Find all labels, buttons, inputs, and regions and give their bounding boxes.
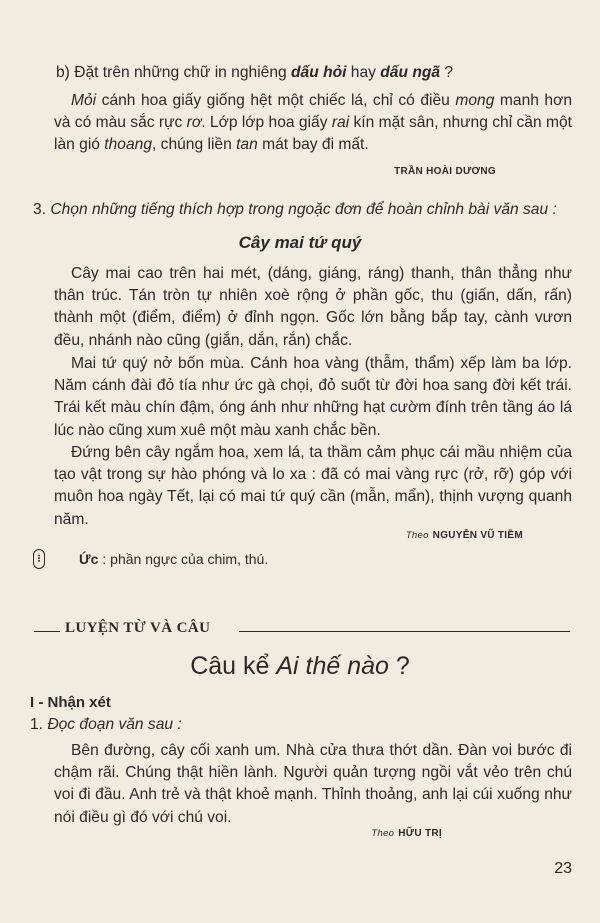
part-b-author: TRẦN HOÀI DƯƠNG <box>394 166 496 177</box>
italic-word: Mỏi <box>71 92 97 109</box>
part-b-prompt: b) Đặt trên những chữ in nghiêng dấu hỏi hay dấu ngã ? <box>56 64 454 81</box>
text-segment: mát bay đi mất. <box>257 136 369 154</box>
text-segment: manh hơn và có màu sắc rực <box>54 92 573 132</box>
part-1-item: 1. Đọc đoạn văn sau : <box>30 716 182 733</box>
passage-title: Cây mai tứ quý <box>238 233 362 252</box>
lesson-title: Câu kể Ai thế nào ? <box>190 652 410 680</box>
part-1-paragraph: Bên đường, cây cối xanh um. Nhà cửa thưa thớt dần. Đàn voi bước đi chậm rãi. Chúng thật hiền lành. Người quản tượng ngồi vắt vẻo trên chú voi đi đầu. Anh trẻ và thật khoẻ mạnh. Thỉnh thoảng, anh lại cúi xuống như nói điều gì đó với chú voi. <box>54 742 572 826</box>
italic-word: mong <box>455 92 495 109</box>
section-rule-left <box>34 631 60 632</box>
info-icon: ⁝ <box>33 549 45 569</box>
italic-word: tan <box>236 136 258 154</box>
passage-paragraph-3: Đứng bên cây ngắm hoa, xem lá, ta thầm cảm phục cái mầu nhiệm của tạo vật trong sự hào phóng và lo xa : đã có mai vàng rực (rở, rỡ) góp với muôn hoa ngày Tết, lại có mai tứ quý cần (mẫn, mẩn), thịnh vượng quanh năm. <box>54 444 572 528</box>
part-1-credit: Theo HỮU TRỊ <box>371 828 442 839</box>
part-1-heading: I - Nhận xét <box>30 694 111 711</box>
italic-word: thoang <box>104 136 152 154</box>
italic-word: rơ <box>186 114 202 132</box>
text-segment: cánh hoa giấy giống hệt một chiếc lá, chỉ có điều <box>96 92 456 109</box>
text-segment: . Lớp lớp hoa giấy <box>201 114 332 132</box>
vocabulary-note: Ức : phần ngực của chim, thú. <box>79 551 269 567</box>
page-number: 23 <box>554 860 572 877</box>
section-label: LUYỆN TỪ VÀ CÂU <box>65 620 211 636</box>
task-3-instruction: 3. Chọn những tiếng thích hợp trong ngoặc đơn để hoàn chỉnh bài văn sau : <box>33 201 557 218</box>
text-segment: kín mặt sân, nhưng chỉ cần một làn gió <box>54 114 572 154</box>
passage-paragraph-2: Mai tứ quý nở bốn mùa. Cánh hoa vàng (thẫm, thẩm) xếp làm ba lớp. Năm cánh đài đỏ tía như ức gà chọi, đỏ suốt từ đời hoa sang đời kết trái. Trái kết màu chín đậm, óng ánh như những hạt cườm đính trên tầng áo lá lúc nào cũng xum xuê một màu xanh chắc bền. <box>54 355 572 439</box>
text-segment: , chúng liền <box>152 136 237 154</box>
section-header <box>34 620 570 640</box>
passage-credit: Theo NGUYỄN VŨ TIỀM <box>405 530 523 541</box>
passage-paragraph-1: Cây mai cao trên hai mét, (dáng, giáng, ráng) thanh, thân thẳng như thân trúc. Tán tròn tự nhiên xoè rộng ở phần gốc, thu (giấn, dấn, rấn) thành một (điểm, điểm) ở đỉnh ngọn. Gốc lớn bằng bắp tay, cành vươn đều, nhánh nào cũng (giắn, dắn, rắn) chắc. <box>54 265 572 349</box>
italic-word: rai <box>331 114 350 132</box>
part-b-paragraph <box>54 90 572 157</box>
section-rule-right <box>239 631 570 632</box>
